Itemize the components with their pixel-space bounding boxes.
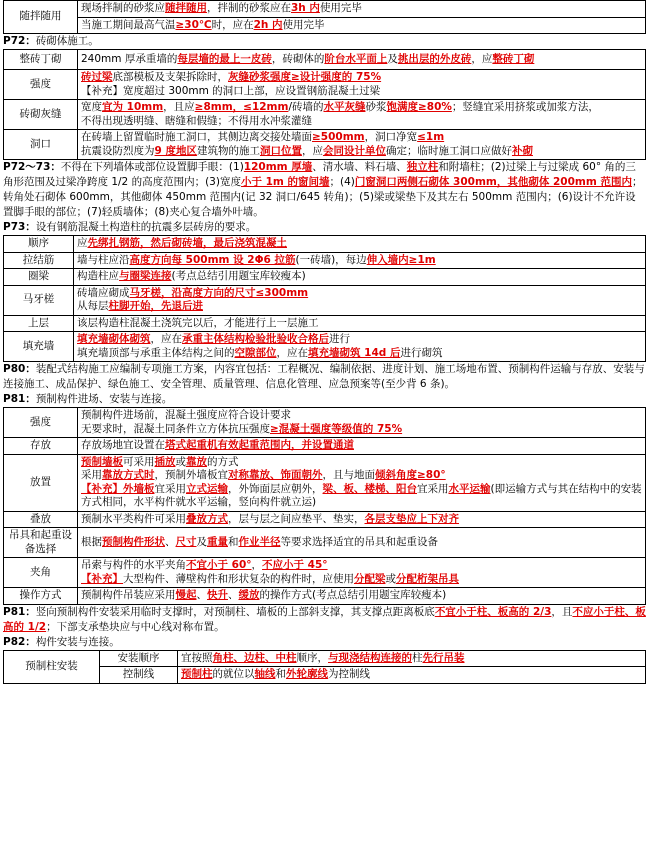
brick-masonry-table [3, 49, 646, 160]
section-title-p72: P72：砖砌体施工。 [3, 35, 99, 47]
lifting-equipment-text: 根据预制构件形状、尺寸及重量和作业半径等要求选择适宜的吊具和起重设备 [78, 528, 646, 558]
angle-text: 吊索与构件的水平夹角不宜小于 60°，不应小于 45° 【补充】大型构件、薄壁构件和形状复杂的构件时，应使用分配梁或分配桁架吊具 [78, 558, 646, 588]
paragraph-p81-support: P81：竖向预制构件安装采用临时支撑时，对预制柱、墙板的上部斜支撑，其支撑点距离板底不宜小于柱、板高的 2/3，且不应小于柱、板高的 1/2；下部支承垫块应与中心线对称布置。 [3, 605, 646, 633]
section-title-p82: P82：构件安装与连接。 [3, 635, 120, 648]
row-label-ring-beam: 圈梁 [4, 269, 74, 286]
row-label-infill-wall: 填充墙 [4, 332, 74, 362]
row-label-whole-brick: 整砖丁砌 [4, 50, 78, 70]
row-label-strength: 强度 [4, 70, 78, 100]
prefab-component-table [3, 407, 646, 605]
row-label-column-install: 预制柱安装 [4, 650, 100, 683]
mortar-table [3, 0, 646, 34]
infill-wall-text: 填充墙砌体砌筑，应在承重主体结构检验批验收合格后进行 填充墙顶部与承重主体结构之间的空隙部位，应在填充墙砌筑 14d 后进行砌筑 [74, 332, 646, 362]
section-title-p73: P73：设有钢筋混凝土构造柱的抗震多层砖房的要求。 [3, 221, 257, 233]
row-label-mixing: 随拌随用 [4, 1, 78, 34]
whole-brick-text: 240mm 厚承重墙的每层墙的最上一皮砖，砖砌体的阶台水平面上及挑出层的外皮砖，应整砖丁砌 [78, 50, 646, 70]
mixing-line-2: 当施工期间最高气温≥30℃时，应在2h 内使用完毕 [78, 17, 646, 34]
storage-text: 存放场地宜设置在塔式起重机有效起重范围内，并设置通道 [78, 438, 646, 455]
row-label-opening: 洞口 [4, 130, 78, 160]
constructional-column-table [3, 235, 646, 362]
toothed-joint-text: 砖墙应砌成马牙槎，沿高度方向的尺寸≤300mm 从每层柱脚开始，先退后进 [74, 285, 646, 315]
opening-text: 在砖墙上留置临时施工洞口，其侧边离交接处墙面≥500mm，洞口净宽≤1m 抗震设防烈度为9 度地区建筑物的施工洞口位置，应会同设计单位确定；临时施工洞口应做好补砌 [78, 130, 646, 160]
ring-beam-text: 构造柱应与圈梁连接(考点总结引用题宝库较瘦本) [74, 269, 646, 286]
row-label-mortar-joint: 砖砌灰缝 [4, 100, 78, 130]
control-line-text: 预制柱的就位以轴线和外轮廓线为控制线 [178, 667, 646, 684]
section-title-p81: P81：预制构件进场、安装与连接。 [3, 393, 173, 405]
row-label-tie-bar: 拉结筋 [4, 252, 74, 269]
paragraph-p72-73: P72～73：不得在下列墙体或部位设置脚手眼：(1)120mm 厚墙、清水墙、料石墙、独立柱和附墙柱；(2)过梁上与过梁成 60° 角的三角形范围及过梁净跨度 1/2 的高度范围内；(3)宽度小于 1m 的窗间墙；(4)门窗洞口两侧石砌体 300mm，其他砌体 200mm 范围内；转角处石砌体 600mm，其他砌体 450mm 范围内(记 32 洞口/645 转角)；(5)梁或梁垫下及其左右 500mm 范围内；(6)设计不允许设置脚手眼的部位；(7)轻质墙体；(8)夹心复合墙外叶墙。 [3, 161, 643, 218]
install-order-text: 宜按照角柱、边柱、中柱顺序，与现浇结构连接的柱先行吊装 [178, 650, 646, 667]
row-label-stacking: 叠放 [4, 511, 78, 528]
column-installation-table [3, 650, 646, 684]
row-label-install-order: 安装顺序 [100, 650, 178, 667]
operation-text: 预制构件吊装应采用慢起、快升、缓放的操作方式(考点总结引用题宝库较瘦本) [78, 588, 646, 605]
row-label-placement: 放置 [4, 454, 78, 511]
stacking-text: 预制水平类构件可采用叠放方式，层与层之间应垫平、垫实，各层支垫应上下对齐 [78, 511, 646, 528]
prefab-strength-text: 预制构件进场前，混凝土强度应符合设计要求 无要求时，混凝土同条件立方体抗压强度≥混凝土强度等级值的 75% [78, 408, 646, 438]
row-label-sequence: 顺序 [4, 236, 74, 253]
placement-text: 预制墙板可采用插放或靠放的方式 采用靠放方式时，预制外墙板宜对称靠放、饰面朝外，且与地面倾斜角度≥80° 【补充】外墙板宜采用立式运输，外饰面层应朝外，梁、板、楼梯、阳台宜采用水平运输(即运输方式与其在结构中的安装方式相同，水平构件就水平运输，竖向构件就立运) [78, 454, 646, 511]
mortar-joint-text: 宽度宜为 10mm，且应≥8mm，≤12mm/砖墙的水平灰缝砂浆饱满度≥80%；竖缝宜采用挤浆或加浆方法， 不得出现透明缝、瞎缝和假缝；不得用水冲浆灌缝 [78, 100, 646, 130]
row-label-control-line: 控制线 [100, 667, 178, 684]
strength-text: 砖过梁底部模板及支架拆除时，灰缝砂浆强度≥设计强度的 75% 【补充】宽度超过 300mm 的洞口上部，应设置钢筋混凝土过梁 [78, 70, 646, 100]
row-label-toothed-joint: 马牙槎 [4, 285, 74, 315]
row-label-operation: 操作方式 [4, 588, 78, 605]
row-label-lifting-equipment: 吊具和起重设备选择 [4, 528, 78, 558]
row-label-prefab-strength: 强度 [4, 408, 78, 438]
upper-floor-text: 该层构造柱混凝土浇筑完以后，才能进行上一层施工 [74, 315, 646, 332]
tie-bar-text: 墙与柱应沿高度方向每 500mm 设 2Φ6 拉筋(一砖墙)，每边伸入墙内≥1m [74, 252, 646, 269]
mixing-line-1: 现场拌制的砂浆应随拌随用，拌制的砂浆应在3h 内使用完毕 [78, 1, 646, 18]
paragraph-p80: P80：装配式结构施工应编制专项施工方案，内容宜包括：工程概况、编制依据、进度计划、施工场地布置、预制构件运输与存放、安装与连接施工、成品保护、绿色施工、安全管理、质量管理、信息化管理、应急预案等(至少背 6 条)。 [3, 363, 645, 390]
row-label-storage: 存放 [4, 438, 78, 455]
row-label-angle: 夹角 [4, 558, 78, 588]
sequence-text: 应先绑扎钢筋，然后砌砖墙，最后浇筑混凝土 [74, 236, 646, 253]
row-label-upper-floor: 上层 [4, 315, 74, 332]
